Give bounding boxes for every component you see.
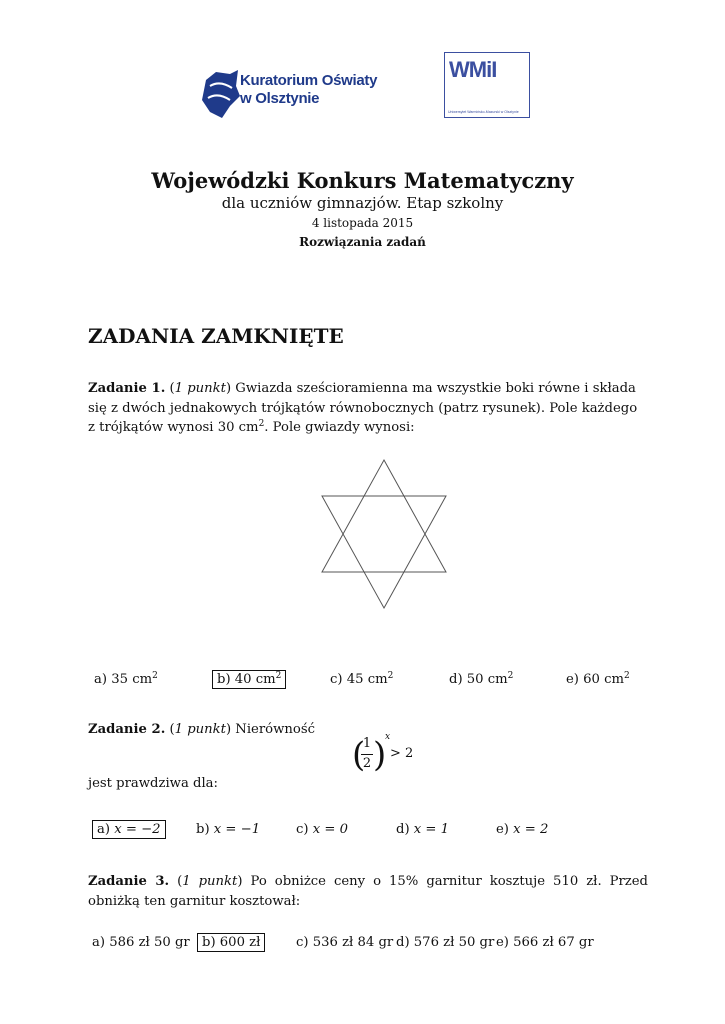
document-date: 4 listopada 2015 — [311, 216, 414, 230]
task-2-text: Zadanie 2. (1 punkt) Nierówność — [88, 722, 315, 737]
answer-value: 40 cm — [234, 672, 276, 687]
answer-sup: 2 — [624, 671, 630, 681]
kuratorium-line1: Kuratorium Oświaty — [240, 72, 378, 89]
task-1-answer-c[interactable] — [330, 672, 393, 687]
task-3-points: 1 punkt — [182, 874, 238, 889]
task-2-points: 1 punkt — [174, 722, 226, 737]
task-2-answer-d[interactable] — [396, 822, 449, 837]
answer-letter: e) — [496, 822, 509, 837]
task-1-body-sup: 2 — [258, 419, 265, 429]
answer-letter: a) — [97, 822, 111, 837]
answer-value: 50 cm — [466, 672, 508, 687]
answer-letter: d) — [396, 935, 410, 950]
task-2-body: Nierówność — [235, 722, 315, 737]
document-title: Wojewódzki Konkurs Matematyczny — [151, 168, 574, 193]
answer-letter: d) — [449, 672, 463, 687]
answer-value: x = 1 — [413, 822, 450, 837]
wmii-logo-text: WMiI — [449, 57, 497, 82]
task-1-answer-a[interactable] — [94, 672, 158, 687]
answer-value: x = −2 — [114, 822, 161, 837]
task-3-answer-c[interactable] — [296, 935, 393, 950]
answer-letter: c) — [330, 672, 343, 687]
fraction-numerator: 1 — [362, 736, 372, 751]
answer-letter: a) — [92, 935, 106, 950]
answer-value: x = −1 — [213, 822, 261, 837]
fraction-denominator: 2 — [362, 756, 372, 771]
task-3-answer-b[interactable] — [197, 933, 265, 952]
section-heading: ZADANIA ZAMKNIĘTE — [88, 324, 344, 348]
answer-value: 600 zł — [219, 935, 261, 950]
wmii-logo-subtext: Uniwersytet Warmińsko-Mazurski w Olsztynie — [448, 110, 519, 114]
fraction-exponent: x — [385, 732, 391, 742]
answer-letter: d) — [396, 822, 410, 837]
task-2-answers — [0, 822, 725, 846]
kuratorium-line2: w Olsztynie — [240, 90, 320, 107]
hexagram-figure — [318, 458, 450, 610]
answer-value: 576 zł 50 gr — [413, 935, 495, 950]
task-1-body: Gwiazda sześcioramienna ma wszystkie boki równe i składa się z dwóch jednakowych trójkątów równobocznych (patrz rysunek). Pole każdego z trójkątów wynosi 30 cm — [88, 381, 638, 435]
task-2-text-after: jest prawdziwa dla: — [88, 776, 218, 791]
right-paren: ) — [373, 735, 387, 775]
wmii-logo — [444, 52, 530, 118]
answer-sup: 2 — [275, 671, 282, 681]
answer-letter: b) — [196, 822, 210, 837]
document-subtitle: dla uczniów gimnazjów. Etap szkolny — [221, 194, 504, 212]
answer-letter: e) — [566, 672, 579, 687]
task-1-points: 1 punkt — [174, 381, 226, 396]
task-2-answer-c[interactable] — [296, 822, 348, 837]
answer-sup: 2 — [152, 671, 158, 681]
answer-value: 536 zł 84 gr — [312, 935, 394, 950]
answer-letter: c) — [296, 935, 309, 950]
answer-sup: 2 — [507, 671, 514, 681]
answer-value: 45 cm — [346, 672, 388, 687]
task-2-answer-b[interactable] — [196, 822, 260, 837]
answer-letter: b) — [202, 935, 216, 950]
answer-value: x = 0 — [312, 822, 348, 837]
task-2-answer-e[interactable] — [496, 822, 548, 837]
left-paren: ( — [352, 735, 366, 775]
answer-value: 60 cm — [583, 672, 625, 687]
task-2-formula — [352, 734, 422, 776]
task-1-answers — [0, 672, 725, 696]
inequality-relation: > 2 — [390, 746, 414, 761]
task-2-answer-a[interactable] — [92, 820, 166, 839]
answer-letter: b) — [217, 672, 231, 687]
task-2-label: Zadanie 2. — [88, 722, 166, 737]
task-3-text: Zadanie 3. (1 punkt) Po obniżce ceny o 15% garnitur kosztuje 510 zł. Przed obniżką ten garnitur kosztował: — [88, 874, 648, 909]
fraction-bar — [361, 754, 373, 755]
task-1-answer-e[interactable] — [566, 672, 630, 687]
task-3-answer-d[interactable] — [396, 935, 494, 950]
task-3-answer-a[interactable] — [92, 935, 190, 950]
answer-value: x = 2 — [513, 822, 549, 837]
task-3-label: Zadanie 3. — [88, 874, 170, 889]
answer-letter: a) — [94, 672, 108, 687]
task-3-answer-e[interactable] — [496, 935, 594, 950]
task-1-answer-d[interactable] — [449, 672, 513, 687]
answer-letter: c) — [296, 822, 309, 837]
task-3-answers — [0, 935, 725, 959]
answer-sup: 2 — [387, 671, 394, 681]
task-1-answer-b[interactable] — [212, 670, 286, 689]
kuratorium-logo-text — [240, 72, 377, 108]
answer-letter: e) — [496, 935, 509, 950]
kuratorium-map-icon — [200, 66, 240, 120]
kuratorium-logo — [200, 66, 378, 120]
task-1-body-end: . Pole gwiazdy wynosi: — [264, 420, 415, 435]
answer-value: 35 cm — [111, 672, 153, 687]
answer-value: 566 zł 67 gr — [513, 935, 594, 950]
solutions-title: Rozwiązania zadań — [299, 235, 426, 249]
answer-value: 586 zł 50 gr — [109, 935, 190, 950]
task-1-label: Zadanie 1. — [88, 381, 166, 396]
task-1-text: Zadanie 1. (1 punkt) Gwiazda sześcioramienna ma wszystkie boki równe i składa się z dwóch jednakowych trójkątów równobocznych (patrz rysunek). Pole każdego z trójkątów wynosi 30 $cm^2$. Pole gwiazdy wynosi: — [88, 381, 638, 435]
task-3-body: Po obniżce ceny o 15% garnitur kosztuje 510 zł. Przed obniżką ten garnitur kosztował: — [88, 874, 648, 909]
